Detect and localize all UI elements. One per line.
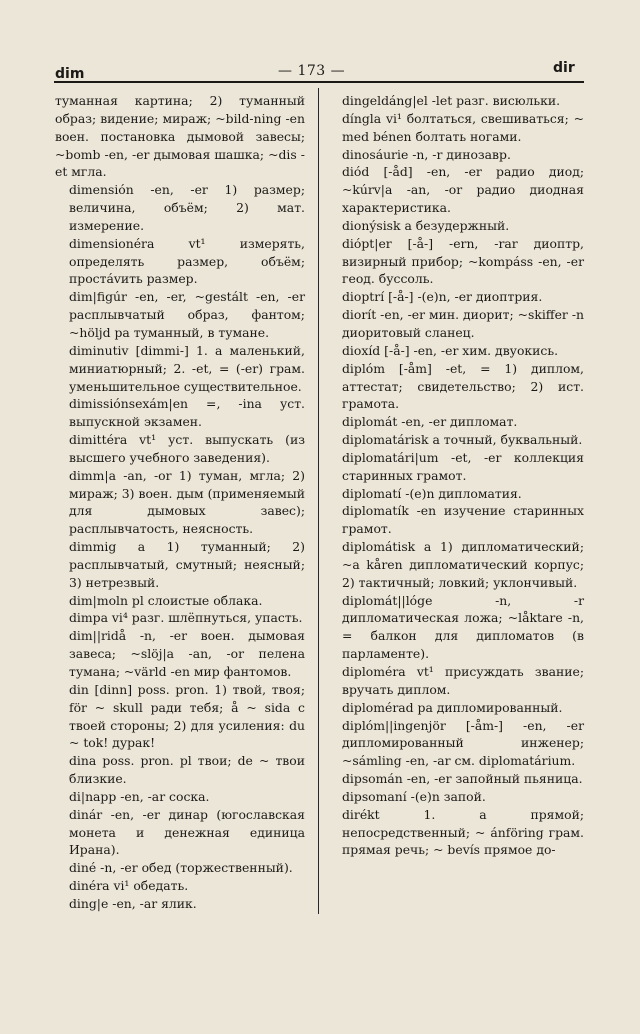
dictionary-entry: diplomérad pa дипломированный. — [342, 699, 563, 715]
dictionary-entry: dirékt 1. a прямой; непосредственный; ~ ánföring грам. прямая речь; ~ bevís прямое до- — [342, 806, 584, 858]
running-head-left: dim — [55, 66, 85, 82]
dictionary-entry: dioxíd [-å-] -en, -er хим. двуокись. — [342, 342, 559, 358]
dictionary-entry: diplomatík -en изучение старинных грамот. — [342, 503, 584, 537]
dictionary-entry: dina poss. pron. pl твои; de ~ твои близкие. — [69, 753, 305, 787]
dictionary-entry: ding|e -en, -ar ялик. — [69, 895, 197, 911]
dictionary-entry: diminutiv [dimmi-] 1. a маленький, миниатюрный; 2. -et, = (-er) грам. уменьшительное существительное. — [69, 342, 305, 394]
dictionary-entry: diplomátisk a 1) дипломатический; ~a kåren дипломатический корпус; 2) тактичный; ловкий; уклончивый. — [342, 539, 584, 590]
dictionary-entry: dioptrí [-å-] -(e)n, -er диоптрия. — [342, 289, 543, 305]
dictionary-entry: diópt|er [-å-] -ern, -rar диоптр, визирный прибор; ~kompáss -en, -er геод. буссоль. — [342, 235, 584, 287]
dictionary-entry: туманная картина; 2) туманный образ; видение; мираж; ~bild-ning -en воен. постановка дымовой завесы; ~bomb -en, -er дымовая шашка; ~dis -et мгла. — [55, 93, 305, 180]
left-column — [55, 92, 305, 913]
dictionary-entry: dim||ridå -n, -er воен. дымовая завеса; ~slöj|a -an, -or пелена тумана; ~värld -en мир фантомов. — [69, 628, 305, 679]
dictionary-entry: dipsomaní -(e)n запой. — [342, 788, 486, 804]
dictionary-entry: dinár -en, -er динар (югославская монета и денежная единица Ирана). — [69, 806, 305, 858]
dictionary-entry: dimensión -en, -er 1) размер; величина, объём; 2) мат. измерение. — [69, 182, 305, 233]
dictionary-entry: diplóm||ingenjör [-åm-] -en, -er дипломированный инженер; ~sámling -en, -ar см. diplomatárium. — [342, 717, 584, 769]
dictionary-entry: dimpa vi⁴ разг. шлёпнуться, упасть. — [69, 610, 303, 626]
dictionary-entry: diplomát||lóge -n, -r дипломатическая ложа; ~låktare -n, = балкон для дипломатов (в парламенте). — [342, 592, 584, 662]
right-column — [328, 92, 584, 859]
dictionary-entry: dimm|a -an, -or 1) туман, мгла; 2) мираж; 3) воен. дым (применяемый для дымовых завес); расплывчатость, неясность. — [69, 467, 305, 537]
column-divider — [318, 88, 319, 914]
header-rule — [54, 81, 584, 83]
dictionary-entry: din [dinn] poss. pron. 1) твой, твоя; för ~ skull ради тебя; å ~ sida с твоей стороны; 2) для усиления: du ~ tok! дурак! — [69, 681, 305, 751]
dictionary-entry: dinosáurie -n, -r динозавр. — [342, 146, 511, 162]
dictionary-entry: dingeldáng|el -let разг. висюльки. — [342, 93, 561, 108]
dictionary-entry: dipsomán -en, -er запойный пьяница. — [342, 771, 583, 787]
dictionary-entry: diplomatári|um -et, -er коллекция старинных грамот. — [342, 449, 584, 483]
dictionary-entry: diné -n, -er обед (торжественный). — [69, 860, 293, 876]
dictionary-entry: dimittéra vt¹ уст. выпускать (из высшего учебного заведения). — [69, 432, 305, 465]
dictionary-entry: dimensionéra vt¹ измерять, определять размер, объём; простávить размер. — [69, 235, 305, 287]
dictionary-entry: diplomatí -(e)n дипломатия. — [342, 485, 522, 501]
dictionary-entry: díngla vi¹ болтаться, свешиваться; ~ med bénen болтать ногами. — [342, 110, 584, 144]
running-head-right: dir — [553, 60, 575, 76]
dictionary-entry: diplóm [-åm] -et, = 1) диплом, аттестат; свидетельство; 2) ист. грамота. — [342, 360, 584, 412]
dictionary-entry: dim|figúr -en, -er, ~gestált -en, -er расплывчатый образ, фантом; ~höljd pa туманный, в тумане. — [69, 289, 305, 340]
dictionary-entry: dionýsisk a безудержный. — [342, 217, 510, 233]
dictionary-entry: dinéra vi¹ обедать. — [69, 878, 189, 894]
page-number: — 173 — — [278, 63, 346, 79]
dictionary-entry: di|napp -en, -ar соска. — [69, 788, 210, 804]
dictionary-entry: diorít -en, -er мин. диорит; ~skiffer -n диоритовый сланец. — [342, 307, 584, 340]
dictionary-entry: diploméra vt¹ присуждать звание; вручать диплом. — [342, 664, 584, 697]
dictionary-entry: diplomatárisk a точный, буквальный. — [342, 432, 583, 448]
dictionary-entry: diód [-åd] -en, -er радио диод; ~kúrv|a -an, -or радио диодная характеристика. — [342, 164, 584, 216]
dictionary-entry: dim|moln pl слоистые облака. — [69, 592, 263, 608]
dictionary-entry: dimissiónsexám|en =, -ina уст. выпускной экзамен. — [69, 396, 305, 430]
dictionary-entry: dimmig a 1) туманный; 2) расплывчатый, смутный; неясный; 3) нетрезвый. — [69, 539, 305, 590]
dictionary-entry: diplomát -en, -er дипломат. — [342, 414, 518, 430]
